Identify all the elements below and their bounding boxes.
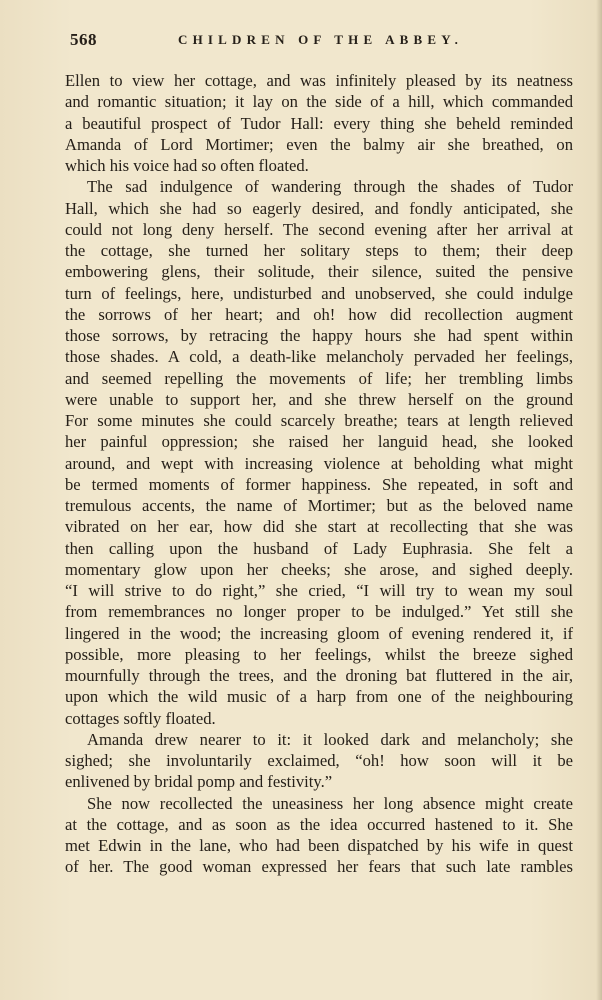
text-line: tremulous accents, the name of Mortimer; but as the beloved name	[65, 496, 573, 515]
text-line: and romantic situation; it lay on the side of a hill, which commanded	[65, 92, 573, 112]
running-head: CHILDREN OF THE ABBEY.	[178, 32, 464, 47]
text-line: The sad indulgence of wandering through the shades of Tudor	[87, 177, 573, 197]
text-line: Ellen to view her cottage, and was infinitely pleased by its neatness	[65, 71, 573, 90]
text-line: turn of feelings, here, undisturbed and unobserved, she could indulge	[65, 283, 573, 303]
text-line: lingered in the wood; the increasing gloom of evening rendered it, if	[65, 623, 573, 643]
text-line: the cottage, she turned her solitary steps to them; their deep	[65, 241, 573, 260]
text-line: and seemed repelling the movements of life; her trembling limbs	[65, 368, 573, 388]
page-header	[70, 30, 570, 54]
text-line: at the cottage, and as soon as the idea occurred hastened to it. She	[65, 814, 573, 834]
text-line: the sorrows of her heart; and oh! how did recollection augment	[65, 304, 573, 324]
text-line: met Edwin in the lane, who had been dispatched by his wife in quest	[65, 836, 573, 855]
text-line: upon which the wild music of a harp from one of the neighbouring	[65, 687, 573, 707]
text-line: which his voice had so often floated.	[65, 156, 309, 175]
text-line: She now recollected the uneasiness her long absence might create	[87, 793, 573, 813]
text-line: Hall, which she had so eagerly desired, and fondly anticipated, she	[65, 198, 573, 218]
text-line: her painful oppression; she raised her languid head, she looked	[65, 432, 573, 452]
text-line: “I will strive to do right,” she cried, “I will try to wean my soul	[65, 581, 573, 600]
text-line: Amanda drew nearer to it: it looked dark and melancholy; she	[87, 729, 573, 749]
text-line: around, and wept with increasing violence at beholding what might	[65, 453, 573, 473]
text-line: mournfully through the trees, and the droning bat fluttered in the air,	[65, 666, 573, 685]
text-line: could not long deny herself. The second evening after her arrival at	[65, 219, 573, 239]
text-line: a beautiful prospect of Tudor Hall: every thing she beheld reminded	[65, 113, 573, 133]
text-line: cottages softly floated.	[65, 708, 216, 728]
text-line: those shades. A cold, a death-like melancholy pervaded her feelings,	[65, 347, 573, 367]
text-line: those sorrows, by retracing the happy hours she had spent within	[65, 326, 573, 345]
text-line: momentary glow upon her cheeks; she arose, and sighed deeply.	[65, 559, 573, 579]
text-line: of her. The good woman expressed her fears that such late rambles	[65, 857, 573, 877]
text-line: sighed; she involuntarily exclaimed, “oh! how soon will it be	[65, 751, 573, 770]
text-line: possible, more pleasing to her feelings, whilst the breeze sighed	[65, 644, 573, 664]
text-line: from remembrances no longer proper to be indulged.” Yet still she	[65, 602, 573, 622]
text-line: enlivened by bridal pomp and festivity.”	[65, 772, 333, 792]
text-line: For some minutes she could scarcely breathe; tears at length relieved	[65, 411, 573, 430]
text-line: were unable to support her, and she threw herself on the ground	[65, 389, 573, 409]
text-line: embowering glens, their solitude, their silence, suited the pensive	[65, 262, 573, 282]
page-number: 568	[70, 30, 97, 49]
text-line: vibrated on her ear, how did she start at recollecting that she was	[65, 517, 573, 537]
text-line: be termed moments of former happiness. She repeated, in soft and	[65, 474, 573, 494]
text-line: then calling upon the husband of Lady Euphrasia. She felt a	[65, 538, 573, 558]
page-edge-shadow	[596, 0, 602, 1000]
text-line: Amanda of Lord Mortimer; even the balmy air she breathed, on	[65, 134, 573, 154]
body-text	[65, 70, 573, 878]
